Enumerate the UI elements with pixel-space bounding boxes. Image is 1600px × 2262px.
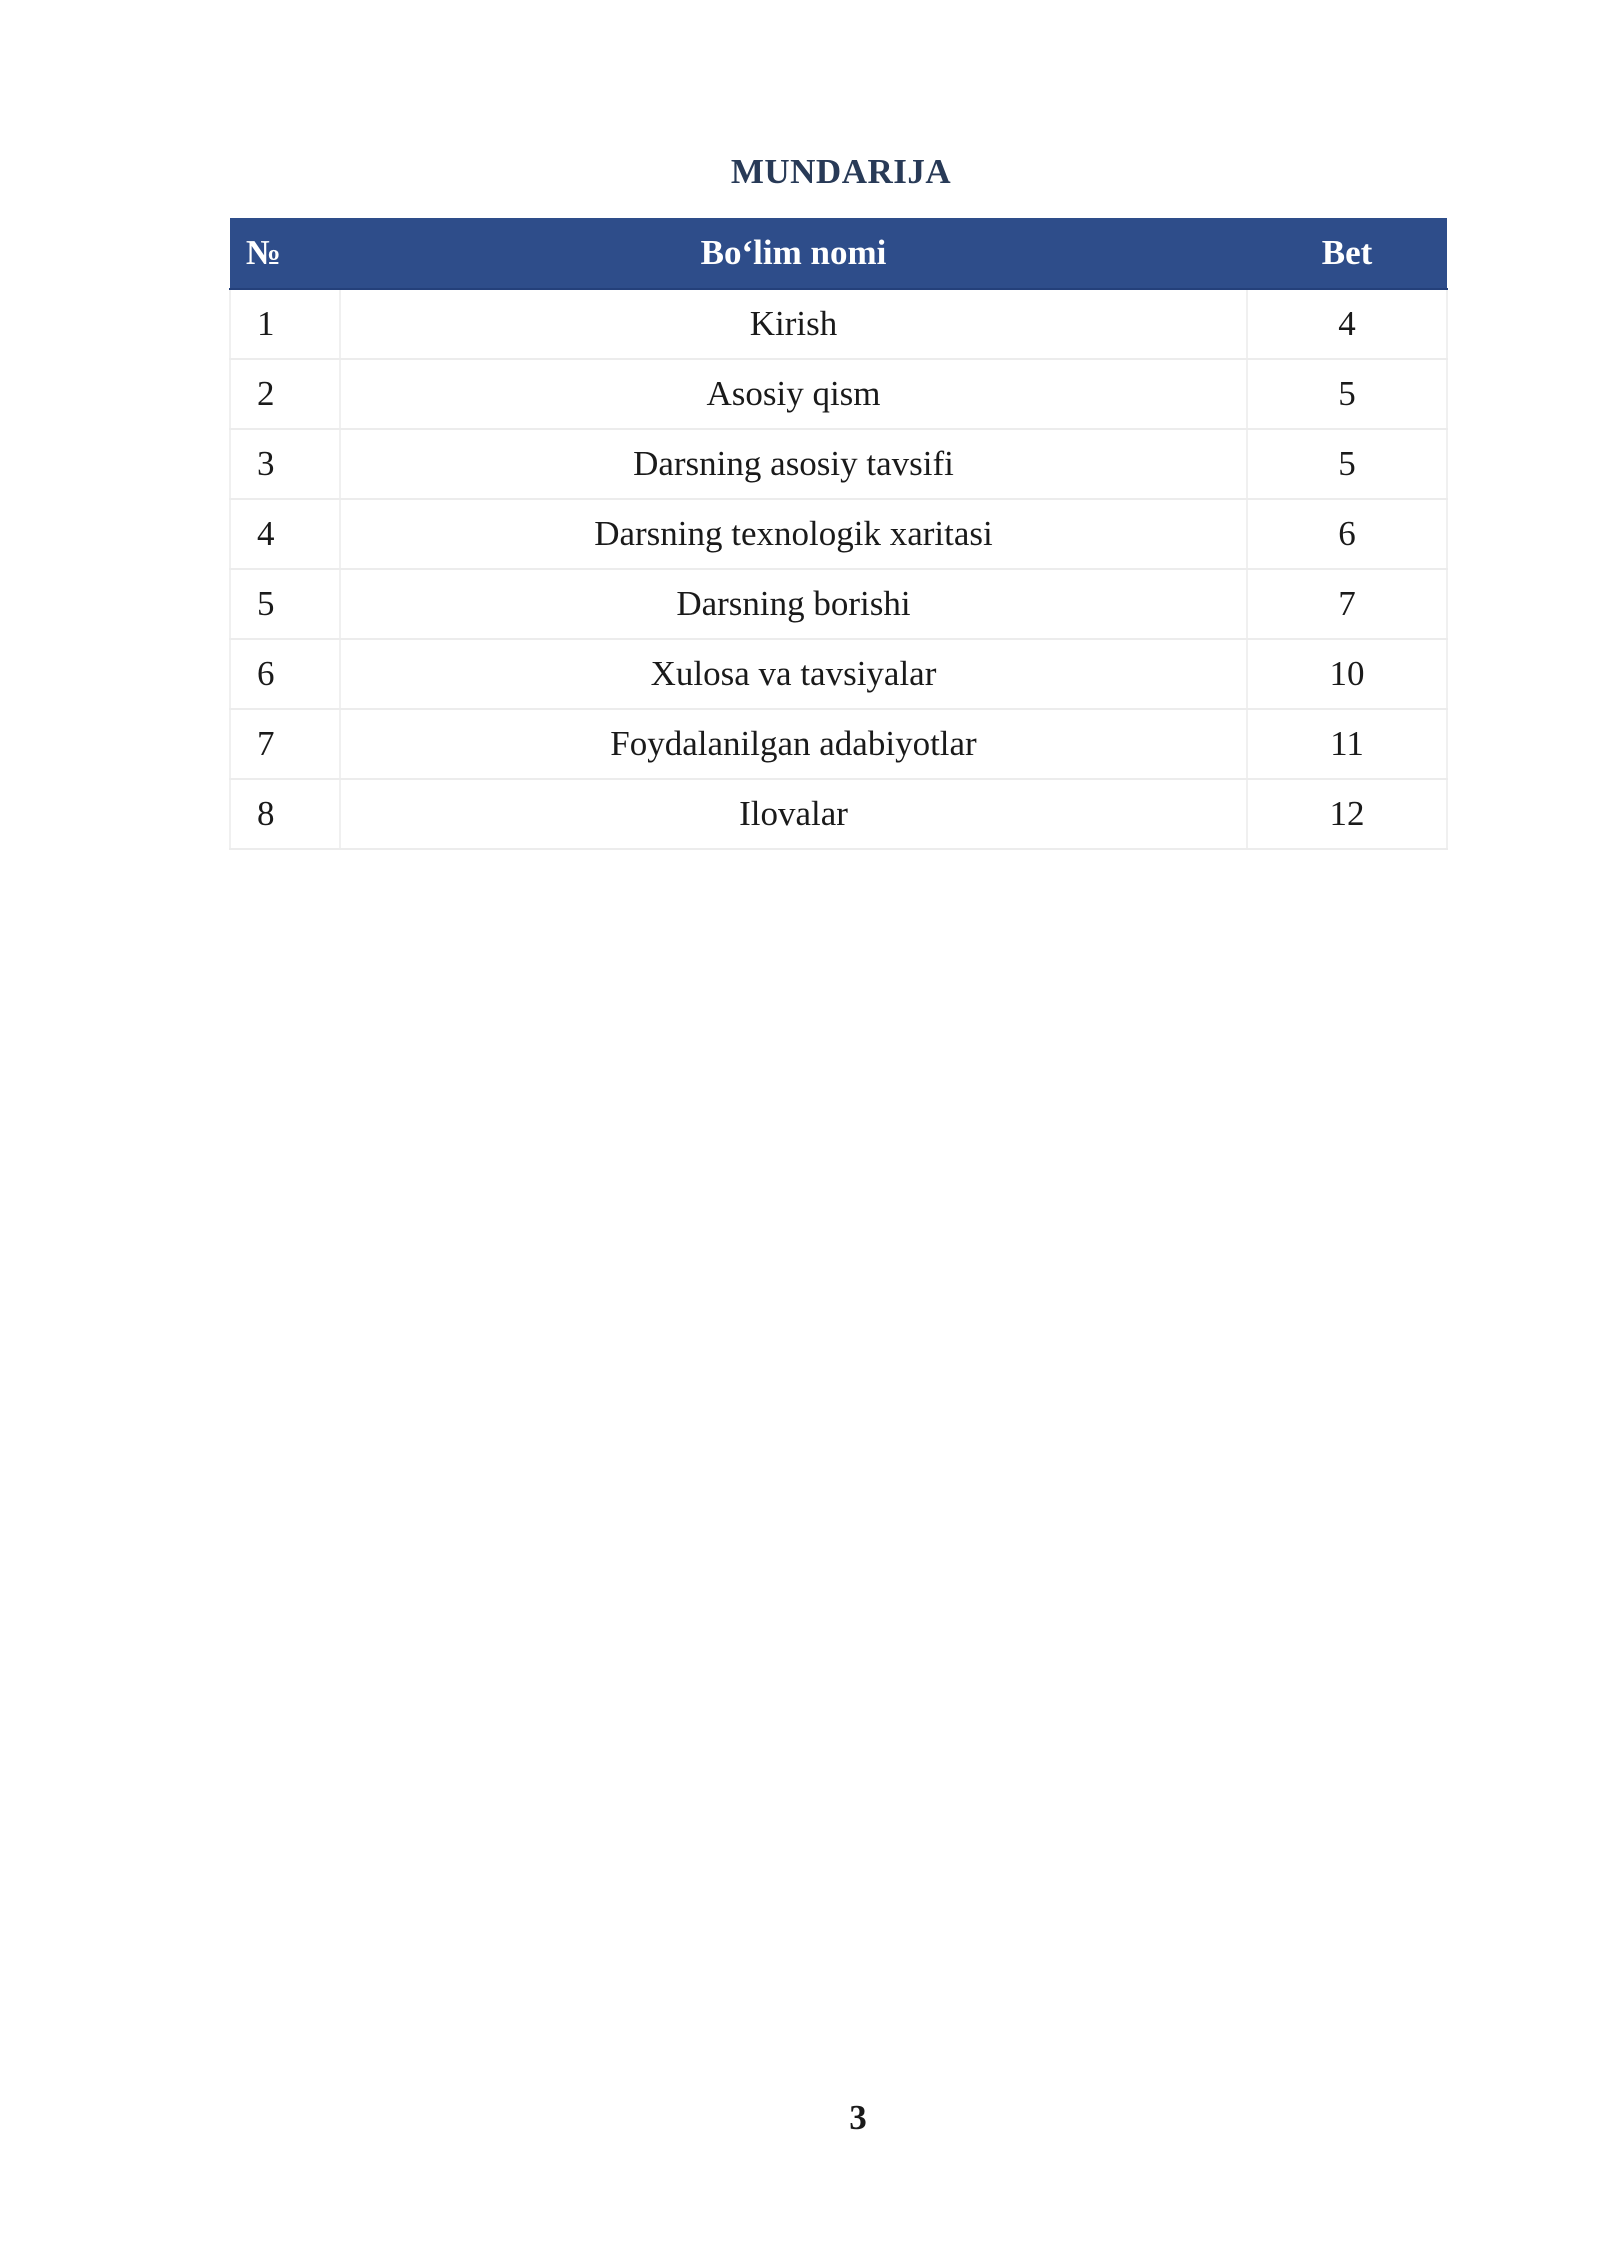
table-header [230, 218, 1447, 289]
table-body [230, 289, 1447, 849]
page-number: 3 [849, 2098, 867, 2137]
table-row [230, 639, 1447, 709]
header-row [230, 218, 1447, 289]
row-section-name: Darsning borishi [340, 569, 1247, 639]
table-row [230, 429, 1447, 499]
table-row [230, 499, 1447, 569]
row-section-name: Darsning texnologik xaritasi [340, 499, 1247, 569]
row-number: 5 [230, 569, 340, 639]
table-row [230, 709, 1447, 779]
row-number: 8 [230, 779, 340, 849]
row-section-name: Asosiy qism [340, 359, 1247, 429]
row-section-name: Kirish [340, 289, 1247, 359]
row-number: 1 [230, 289, 340, 359]
row-number: 7 [230, 709, 340, 779]
row-page: 5 [1247, 429, 1447, 499]
table-of-contents [229, 218, 1448, 850]
table-row [230, 289, 1447, 359]
row-section-name: Darsning asosiy tavsifi [340, 429, 1247, 499]
row-section-name: Foydalanilgan adabiyotlar [340, 709, 1247, 779]
row-page: 5 [1247, 359, 1447, 429]
row-number: 2 [230, 359, 340, 429]
table-row [230, 569, 1447, 639]
header-page: Bet [1247, 218, 1447, 289]
row-page: 6 [1247, 499, 1447, 569]
row-section-name: Ilovalar [340, 779, 1247, 849]
header-section-name: Bo‘lim nomi [340, 218, 1247, 289]
row-page: 7 [1247, 569, 1447, 639]
page-title: MUNDARIJA [730, 152, 952, 191]
row-page: 11 [1247, 709, 1447, 779]
row-page: 12 [1247, 779, 1447, 849]
row-page: 10 [1247, 639, 1447, 709]
row-number: 6 [230, 639, 340, 709]
row-number: 4 [230, 499, 340, 569]
row-section-name: Xulosa va tavsiyalar [340, 639, 1247, 709]
table-row [230, 359, 1447, 429]
row-page: 4 [1247, 289, 1447, 359]
header-number: № [230, 218, 340, 289]
row-number: 3 [230, 429, 340, 499]
table-row [230, 779, 1447, 849]
